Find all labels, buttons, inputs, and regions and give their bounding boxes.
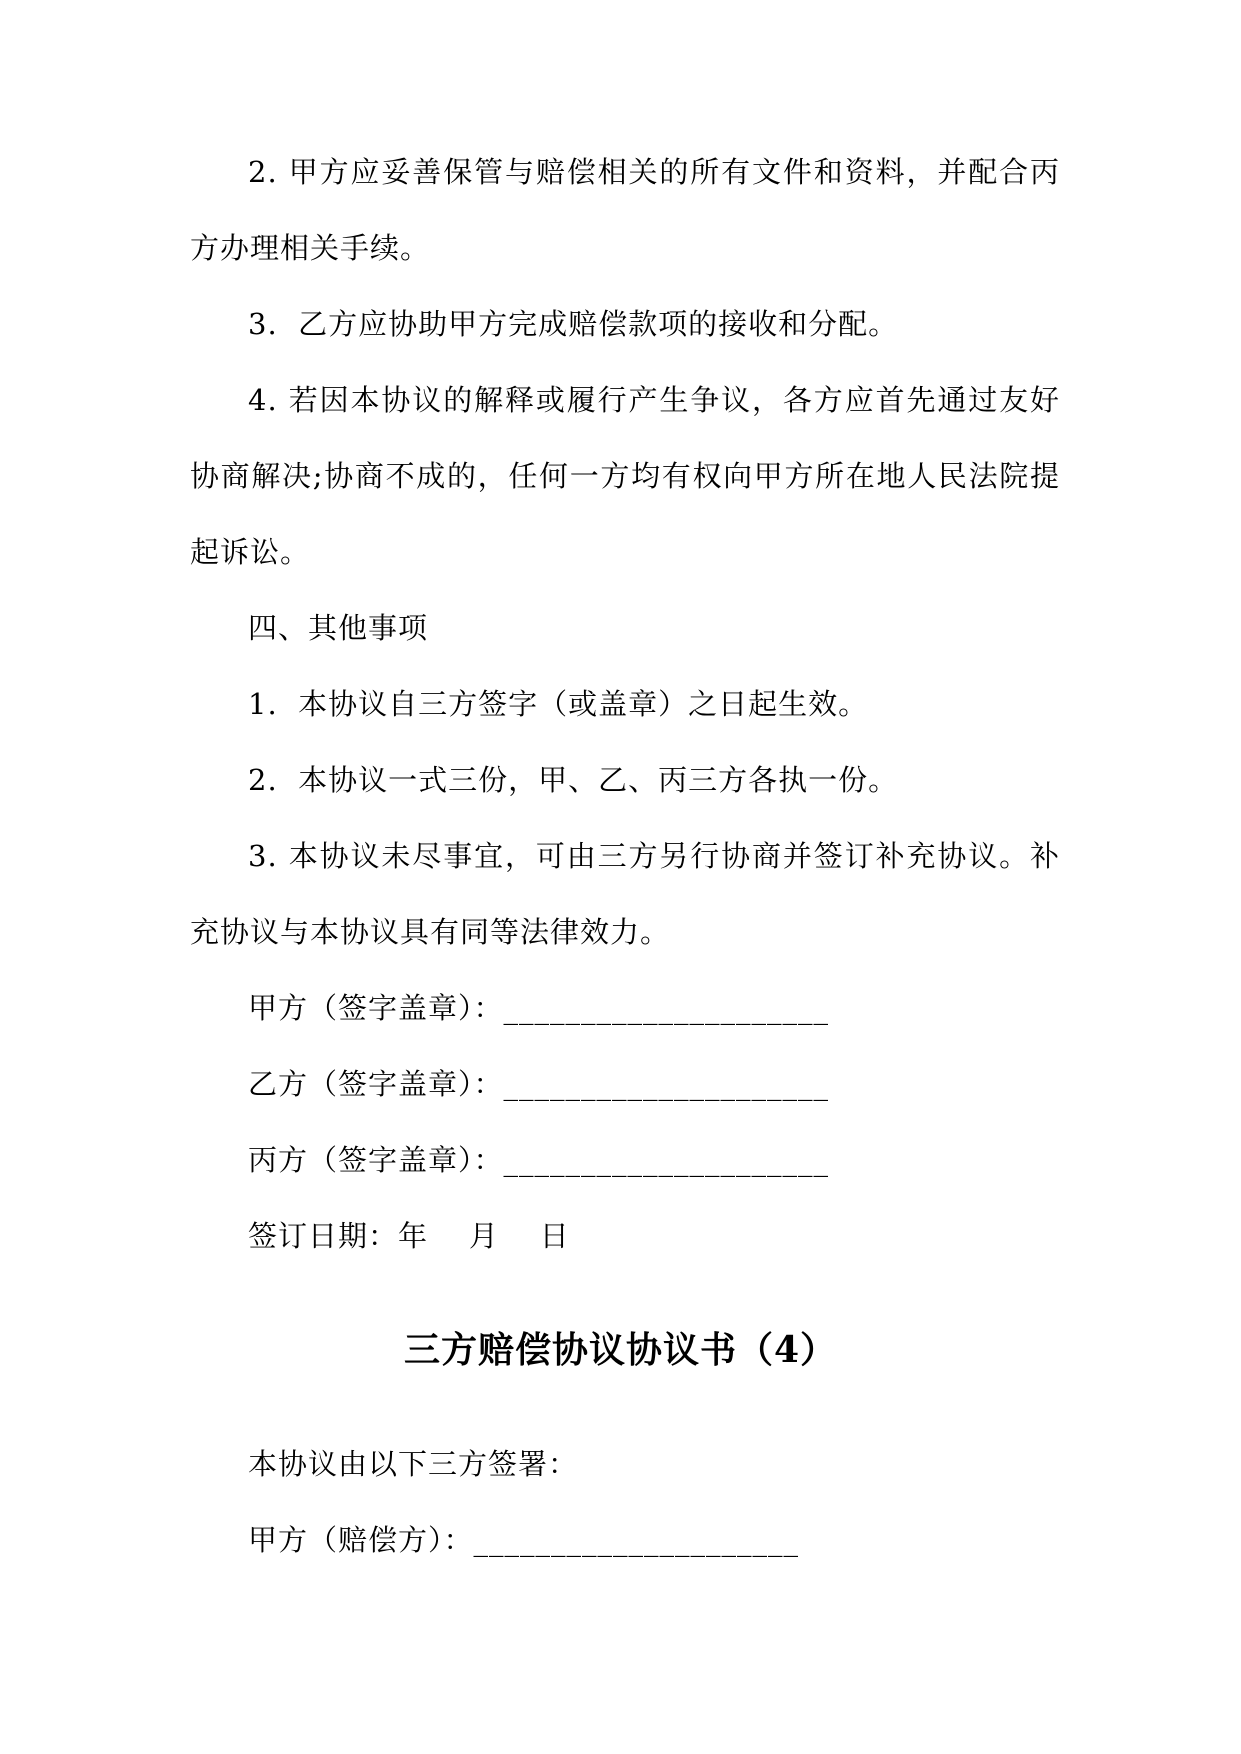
party-a-line: 甲方（赔偿方）：_____________________ <box>248 1523 800 1557</box>
section-four-heading: 四、其他事项 <box>248 611 429 645</box>
signature-party-b: 乙方（签字盖章）：_____________________ <box>248 1067 830 1101</box>
sign-date: 签订日期：年 月 日 <box>248 1219 570 1253</box>
signature-party-c: 丙方（签字盖章）：_____________________ <box>248 1143 830 1177</box>
clause-4-1: 1. 本协议自三方签字（或盖章）之日起生效。 <box>248 687 869 721</box>
clause-3-4: 4. 若因本协议的解释或履行产生争议，各方应首先通过友好协商解决;协商不成的，任何一方均有权向甲方所在地人民法院提起诉讼。 <box>190 383 1060 569</box>
clause-4-2: 2. 本协议一式三份，甲、乙、丙三方各执一份。 <box>248 763 899 797</box>
clause-4-3: 3. 本协议未尽事宜，可由三方另行协商并签订补充协议。补充协议与本协议具有同等法律效力。 <box>190 839 1060 949</box>
agreement-title: 三方赔偿协议协议书（4） <box>403 1329 838 1371</box>
signature-party-a: 甲方（签字盖章）：_____________________ <box>248 991 830 1025</box>
clause-3-2: 2. 甲方应妥善保管与赔偿相关的所有文件和资料，并配合丙方办理相关手续。 <box>190 155 1060 265</box>
clause-3-3: 3. 乙方应协助甲方完成赔偿款项的接收和分配。 <box>248 307 899 341</box>
agreement-intro: 本协议由以下三方签署： <box>248 1447 579 1481</box>
